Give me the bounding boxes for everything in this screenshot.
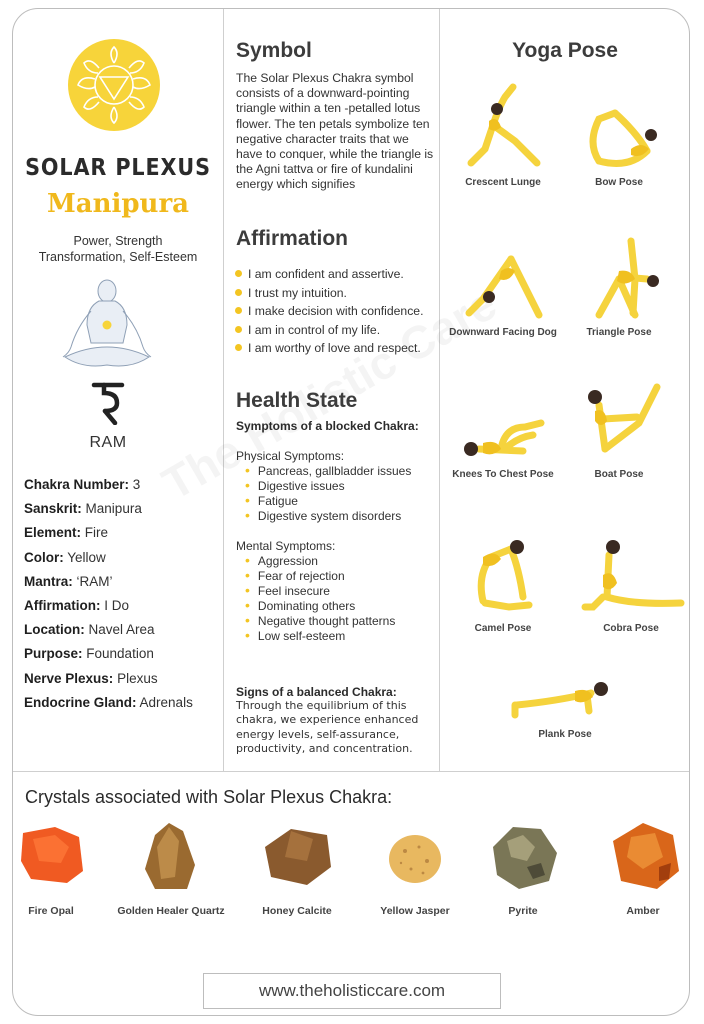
fact-nerve-plexus: Nerve Plexus: Plexus <box>24 670 158 686</box>
chakra-sanskrit-name: Manipura <box>46 189 190 219</box>
symptom-item: • Aggression <box>245 553 439 568</box>
crystal-label: Fire Opal <box>28 905 74 917</box>
pose-label: Cobra Pose <box>603 623 659 634</box>
qualities-line-1: Power, Strength <box>73 234 163 248</box>
physical-heading: Physical Symptoms: <box>236 449 345 463</box>
pose-camel <box>445 535 561 634</box>
pose-label: Knees To Chest Pose <box>452 469 554 480</box>
camel-pose-icon <box>453 535 553 621</box>
affirmation-list <box>235 265 439 358</box>
mental-symptoms-list <box>245 553 439 643</box>
chakra-facts-list <box>24 473 224 715</box>
crystals-heading: Crystals associated with Solar Plexus Chakra: <box>25 787 393 807</box>
downward-dog-icon <box>453 249 553 325</box>
symptom-item: • Low self-esteem <box>245 628 439 643</box>
crystal-pyrite <box>467 817 579 917</box>
crystal-yellow-jasper <box>359 817 471 917</box>
symptom-item: • Fatigue <box>245 493 439 508</box>
pose-label: Downward Facing Dog <box>449 327 557 338</box>
balanced-heading: Signs of a balanced Chakra: <box>236 685 397 699</box>
fire-opal-icon <box>12 817 91 897</box>
health-heading: Health State <box>236 389 358 412</box>
mental-heading: Mental Symptoms: <box>236 539 336 553</box>
yoga-poses <box>439 9 690 771</box>
amber-icon <box>603 817 683 897</box>
fact-affirmation: Affirmation: I Do <box>24 597 130 613</box>
symptom-item: • Pancreas, gallbladder issues <box>245 463 439 478</box>
crystal-label: Pyrite <box>508 905 538 917</box>
plank-pose-icon <box>507 669 623 727</box>
crystal-label: Golden Healer Quartz <box>117 905 225 917</box>
pose-boat <box>561 375 677 480</box>
chakra-qualities <box>13 233 223 265</box>
crystal-label: Yellow Jasper <box>380 905 450 917</box>
symptom-item: • Dominating others <box>245 598 439 613</box>
fact-color: Color: Yellow <box>24 549 106 565</box>
ram-bija-icon <box>91 379 125 425</box>
chakra-symbol-icon <box>68 39 160 131</box>
golden-healer-quartz-icon <box>131 817 211 897</box>
fact-sanskrit: Sanskrit: Manipura <box>24 501 142 517</box>
qualities-line-2: Transformation, Self-Esteem <box>38 250 198 264</box>
symbol-heading: Symbol <box>236 39 312 62</box>
crescent-lunge-icon <box>453 83 553 175</box>
affirmation-item: I trust my intuition. <box>235 284 439 303</box>
pose-label: Plank Pose <box>538 729 592 740</box>
fact-endocrine-gland: Endocrine Gland: Adrenals <box>24 694 193 710</box>
yellow-jasper-icon <box>375 817 455 897</box>
pose-plank <box>507 669 623 740</box>
crystal-label: Amber <box>626 905 660 917</box>
crystal-amber <box>587 817 690 917</box>
boat-pose-icon <box>569 375 669 467</box>
divider-bottom <box>13 771 690 772</box>
cobra-pose-icon <box>573 535 689 621</box>
fact-purpose: Purpose: Foundation <box>24 646 154 662</box>
pose-crescent-lunge <box>445 83 561 188</box>
chakra-overview <box>13 9 223 771</box>
balanced-description: Through the equilibrium of this chakra, we experience enhanced energy levels, self-assurance, productivity, and concentration. <box>236 699 419 755</box>
mantra-sound: RAM <box>89 434 127 451</box>
fact-mantra: Mantra: ‘RAM’ <box>24 573 113 589</box>
crystal-label: Honey Calcite <box>262 905 332 917</box>
crystal-golden-healer-quartz <box>115 817 227 917</box>
physical-symptoms-list <box>245 463 439 523</box>
crystal-fire-opal <box>12 817 107 917</box>
affirmation-item: I make decision with confidence. <box>235 302 439 321</box>
knees-to-chest-icon <box>453 403 553 467</box>
symptom-item: • Fear of rejection <box>245 568 439 583</box>
fact-location: Location: Navel Area <box>24 622 155 638</box>
fact-chakra-number: Chakra Number: 3 <box>24 477 141 492</box>
honey-calcite-icon <box>257 817 337 897</box>
website-link[interactable]: www.theholisticcare.com <box>203 973 501 1009</box>
triangle-pose-icon <box>569 235 669 325</box>
pose-label: Camel Pose <box>474 623 532 634</box>
bow-pose-icon <box>569 83 669 175</box>
pyrite-icon <box>483 817 563 897</box>
affirmation-item: I am worthy of love and respect. <box>235 339 439 358</box>
pose-label: Crescent Lunge <box>465 177 541 188</box>
chakra-card <box>12 8 690 1016</box>
pose-label: Boat Pose <box>594 469 644 480</box>
symbol-description: The Solar Plexus Chakra symbol consists of a downward-pointing triangle within a ten -petalled lotus flower. The ten petals symbolize ten negative character traits that we have to conquer, while the triangle is the Agni tattva or fire of kundalini energy which signifies <box>236 71 434 192</box>
fact-element: Element: Fire <box>24 525 109 541</box>
crystal-honey-calcite <box>241 817 353 917</box>
chakra-details <box>223 9 439 771</box>
pose-knees-to-chest <box>445 403 561 480</box>
pose-label: Triangle Pose <box>586 327 652 338</box>
yoga-heading: Yoga Pose <box>512 39 618 62</box>
pose-triangle <box>561 235 677 338</box>
symptom-item: • Digestive issues <box>245 478 439 493</box>
pose-bow <box>561 83 677 188</box>
blocked-heading: Symptoms of a blocked Chakra: <box>236 419 419 433</box>
meditation-figure-icon <box>51 277 163 373</box>
symptom-item: • Digestive system disorders <box>245 508 439 523</box>
pose-downward-dog <box>445 249 561 338</box>
symptom-item: • Negative thought patterns <box>245 613 439 628</box>
pose-cobra <box>573 535 689 634</box>
symptom-item: • Feel insecure <box>245 583 439 598</box>
affirmation-item: I am confident and assertive. <box>235 265 439 284</box>
pose-label: Bow Pose <box>595 177 643 188</box>
chakra-title: SOLAR PLEXUS <box>25 155 211 181</box>
affirmation-heading: Affirmation <box>236 227 348 250</box>
affirmation-item: I am in control of my life. <box>235 321 439 340</box>
